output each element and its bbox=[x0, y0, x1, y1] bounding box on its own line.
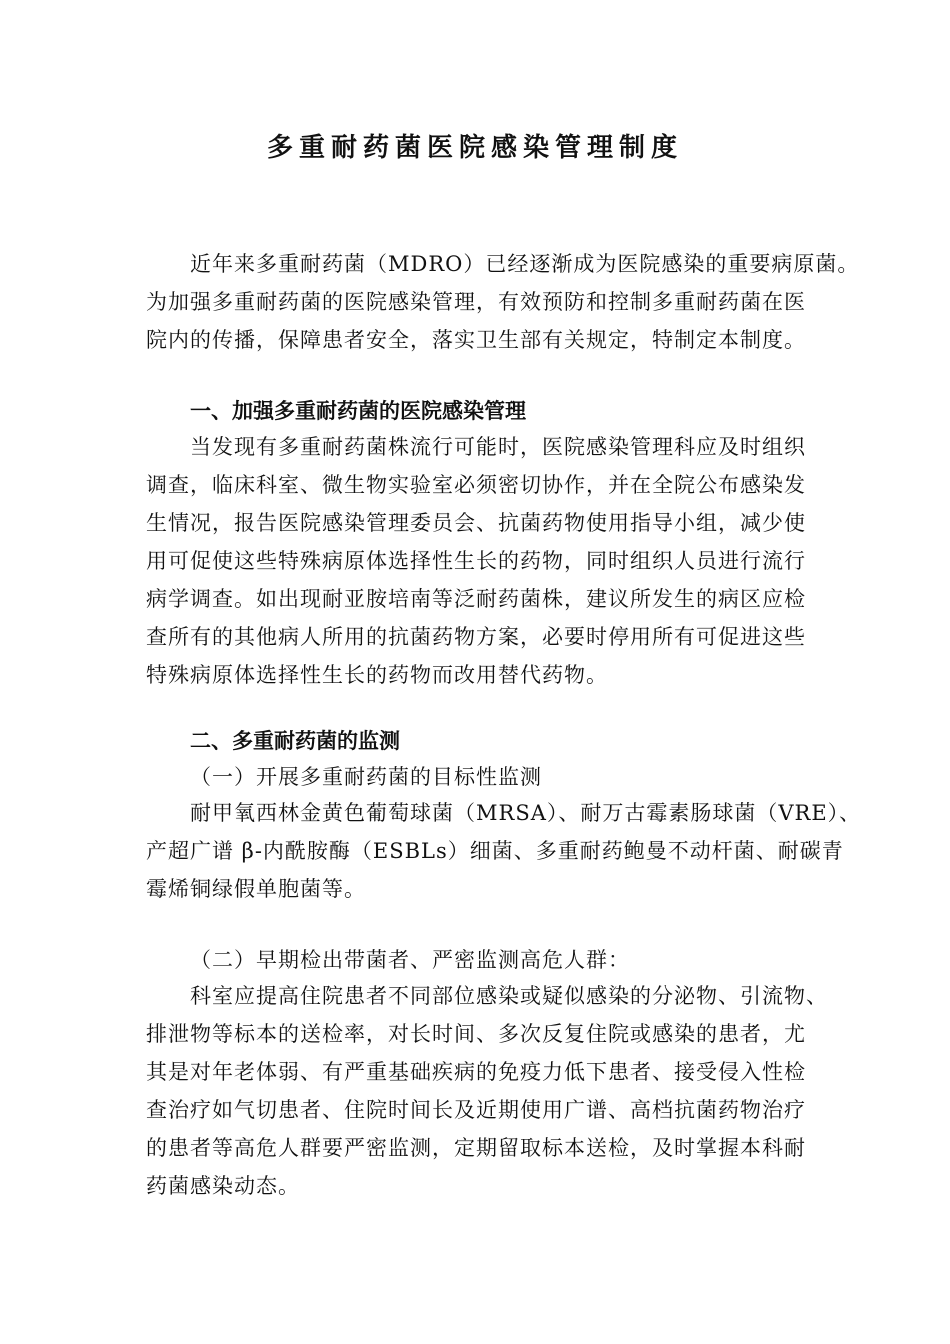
text-line: 近年来多重耐药菌（MDRO）已经逐渐成为医院感染的重要病原菌。 bbox=[190, 252, 860, 276]
text-line: 特殊病原体选择性生长的药物而改用替代药物。 bbox=[146, 663, 608, 687]
section2-sub2-paragraph bbox=[146, 977, 828, 1205]
section2-heading: 二、多重耐药菌的监测 bbox=[190, 728, 400, 753]
text-line: 产超广谱 β-内酰胺酶（ESBLs）细菌、多重耐药鲍曼不动杆菌、耐碳青 bbox=[146, 839, 844, 863]
section1-heading: 一、加强多重耐药菌的医院感染管理 bbox=[190, 398, 526, 423]
text-line: 为加强多重耐药菌的医院感染管理，有效预防和控制多重耐药菌在医 bbox=[146, 290, 806, 314]
text-line: 病学调查。如出现耐亚胺培南等泛耐药菌株，建议所发生的病区应检 bbox=[146, 587, 806, 611]
text-line: （一）开展多重耐药菌的目标性监测 bbox=[190, 765, 542, 789]
text-line: 药菌感染动态。 bbox=[146, 1174, 300, 1198]
intro-paragraph bbox=[146, 245, 860, 359]
section2-sub1-paragraph bbox=[146, 794, 862, 908]
document-title: 多重耐药菌医院感染管理制度 bbox=[266, 133, 683, 163]
text-line: 查所有的其他病人所用的抗菌药物方案，必要时停用所有可促进这些 bbox=[146, 625, 806, 649]
text-line: 的患者等高危人群要严密监测，定期留取标本送检，及时掌握本科耐 bbox=[146, 1136, 806, 1160]
text-line: 耐甲氧西林金黄色葡萄球菌（MRSA）、耐万古霉素肠球菌（VRE）、 bbox=[190, 801, 862, 825]
text-line: （二）早期检出带菌者、严密监测高危人群： bbox=[190, 948, 630, 972]
text-line: 其是对年老体弱、有严重基础疾病的免疫力低下患者、接受侵入性检 bbox=[146, 1060, 806, 1084]
section1-paragraph bbox=[146, 428, 816, 694]
text-line: 生情况，报告医院感染管理委员会、抗菌药物使用指导小组，减少使 bbox=[146, 511, 806, 535]
text-line: 查治疗如气切患者、住院时间长及近期使用广谱、高档抗菌药物治疗 bbox=[146, 1098, 806, 1122]
section2-sub1-heading bbox=[146, 758, 816, 796]
text-line: 当发现有多重耐药菌株流行可能时，医院感染管理科应及时组织 bbox=[190, 435, 806, 459]
text-line: 排泄物等标本的送检率，对长时间、多次反复住院或感染的患者，尤 bbox=[146, 1022, 806, 1046]
text-line: 调查，临床科室、微生物实验室必须密切协作，并在全院公布感染发 bbox=[146, 473, 806, 497]
text-line: 科室应提高住院患者不同部位感染或疑似感染的分泌物、引流物、 bbox=[190, 984, 828, 1008]
text-line: 院内的传播，保障患者安全，落实卫生部有关规定，特制定本制度。 bbox=[146, 328, 806, 352]
text-line: 霉烯铜绿假单胞菌等。 bbox=[146, 877, 366, 901]
text-line: 用可促使这些特殊病原体选择性生长的药物，同时组织人员进行流行 bbox=[146, 549, 806, 573]
section2-sub2-heading bbox=[146, 941, 816, 979]
